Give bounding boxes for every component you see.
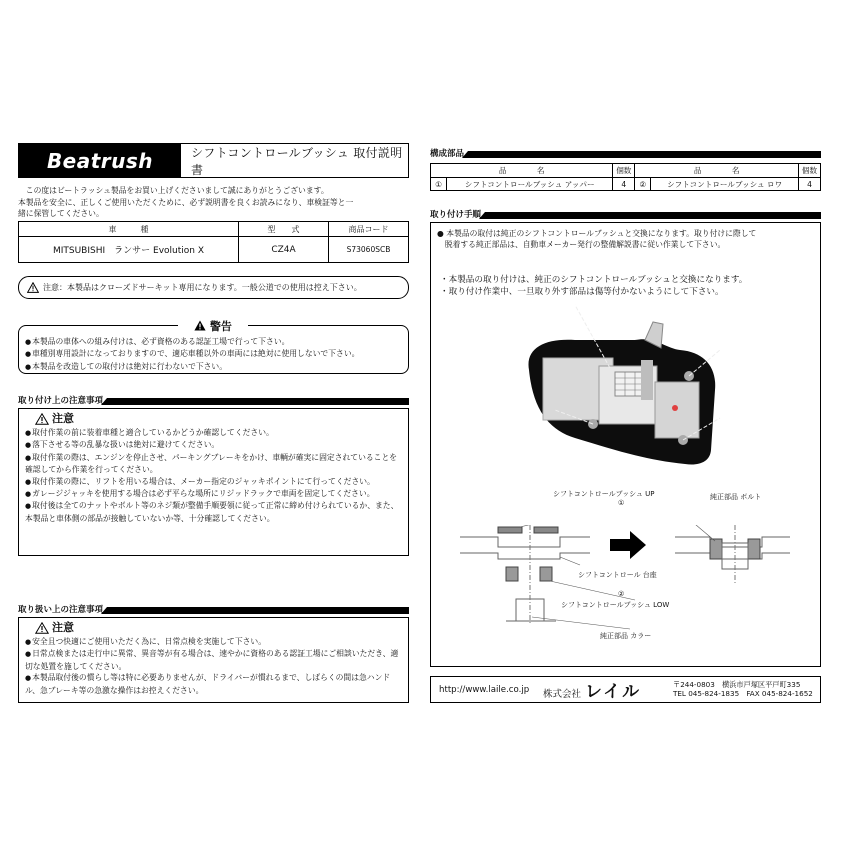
parts-header-name: 品 名 <box>431 164 613 178</box>
handling-caution-box <box>18 617 409 703</box>
vehicle-table <box>18 221 409 263</box>
procedure-note: ・取り付け作業中、一旦取り外す部品は傷等付かないようにして下さい。 <box>440 287 724 298</box>
parts-name: シフトコントロールブッシュ アッパー <box>447 178 613 191</box>
vehicle-header-code: 商品コード <box>329 222 409 237</box>
warning-triangle-icon <box>35 622 49 634</box>
section-label: 取り付け上の注意事項 <box>18 396 104 406</box>
caution-item: ● 取付作業の際に、リフトを用いる場合は、メーカー指定のジャッキポイントにて行ってください。 <box>25 476 402 488</box>
product-code: S73060SCB <box>329 237 409 263</box>
procedure-note: ・本製品の取り付けは、純正のシフトコントロールブッシュと交換になります。 <box>440 275 748 285</box>
caution-title: 注意 <box>52 412 74 426</box>
caution-item: ● ガレージジャッキを使用する場合は必ず平らな場所にリジッドラックで車両を固定してください。 <box>25 488 402 500</box>
bushing-diagram <box>460 525 790 635</box>
warning-triangle-icon <box>35 413 49 425</box>
section-label: 構成部品 <box>430 149 465 159</box>
label-upper-bushing: シフトコントロールブッシュ UP <box>553 490 655 498</box>
parts-header-qty: 個数 <box>799 164 821 178</box>
circuit-notice <box>18 276 409 299</box>
procedure-notes <box>440 274 820 299</box>
label-num-1: ① <box>618 499 625 507</box>
intro-line: 本製品を安全に、正しくご使用いただくために、必ず説明書を良くお読みになり、車検証等と一 <box>18 197 354 207</box>
installation-photo <box>515 300 725 470</box>
intro-text <box>18 185 409 220</box>
warning-item: ● 本製品の車体への組み付けは、必ず資格のある認証工場で行って下さい。 <box>25 336 402 348</box>
caution-item: ● 日常点検または走行中に異常、異音等が有る場合は、速やかに資格のある認証工場にご相談いただき、適切な処置を施してください。 <box>25 648 402 672</box>
section-bar <box>485 212 821 219</box>
vehicle-model: MITSUBISHI ランサー Evolution Ⅹ <box>19 237 239 263</box>
parts-name: シフトコントロールブッシュ ロワ <box>651 178 799 191</box>
label-collar: 純正部品 カラー <box>600 632 652 640</box>
caution-item: ● 落下させる等の乱暴な扱いは絶対に避けてください。 <box>25 439 402 451</box>
caution-item: ● 取付作業の際は、エンジンを停止させ、パーキングブレーキをかけ、車輌が確実に固定されていることを確認してから作業を行ってください。 <box>25 452 402 476</box>
section-handling-precautions <box>18 603 409 615</box>
page-title: シフトコントロールブッシュ 取付説明書 <box>191 145 403 177</box>
section-procedure <box>430 208 821 220</box>
company-prefix: 株式会社 <box>543 689 582 700</box>
caution-heading <box>35 622 402 634</box>
caution-item: ● 取付後は全てのナットやボルト等のネジ類が整備手順要領に従って正常に締め付けられているか、また、本製品と車体側の部品が接触していないか等、十分確認してください。 <box>25 500 402 524</box>
section-bar <box>107 398 409 405</box>
caution-item: ● 取付作業の前に装着車種と適合しているかどうか確認してください。 <box>25 427 402 439</box>
brand-logo: Beatrush <box>19 144 181 177</box>
parts-table <box>430 163 821 191</box>
caution-title: 注意 <box>52 621 74 635</box>
warning-title: 警告 <box>209 320 232 333</box>
website-link[interactable]: http://www.laile.co.jp <box>439 684 530 695</box>
phone-line: TEL 045-824-1835 FAX 045-824-1652 <box>673 688 813 698</box>
intro-line: 緒に保管してください。 <box>18 209 104 218</box>
company-name <box>543 677 673 702</box>
circuit-notice-text: 注意：本製品はクローズドサーキット専用になります。一般公道での使用は控え下さい。 <box>43 283 362 292</box>
warning-item: ● 車種別専用設計になっておりますので、適応車種以外の車両には絶対に使用しないで下さい。 <box>25 348 402 360</box>
warning-heading <box>178 318 248 334</box>
section-parts <box>430 147 821 159</box>
procedure-line: ● 本製品の取付は純正のシフトコントロールブッシュと交換になります。取り付けに際して <box>437 229 757 238</box>
vehicle-header-type: 型 式 <box>239 222 329 237</box>
label-lower-bushing: シフトコントロールブッシュ LOW <box>561 601 670 609</box>
parts-header-qty: 個数 <box>613 164 635 178</box>
caution-item: ● 安全且つ快適にご使用いただく為に、日常点検を実施して下さい。 <box>25 636 402 648</box>
intro-line: この度はビートラッシュ製品をお買い上げくださいまして誠にありがとうございます。 <box>18 186 329 195</box>
vehicle-header-model: 車 種 <box>19 222 239 237</box>
parts-qty: 4 <box>613 178 635 191</box>
label-bolt: 純正部品 ボルト <box>710 493 762 501</box>
warning-item: ● 本製品を改造しての取付けは絶対に行わないで下さい。 <box>25 361 402 373</box>
section-label: 取り付け手順 <box>430 210 482 220</box>
warning-filled-icon <box>194 320 206 331</box>
label-num-2: ② <box>618 590 625 598</box>
warning-triangle-icon <box>27 282 39 293</box>
address-line: 〒244-0803 横浜市戸塚区平戸町335 <box>673 680 801 689</box>
section-install-precautions <box>18 394 409 406</box>
company-logo-text: レイル <box>585 682 642 702</box>
caution-heading <box>35 413 402 425</box>
procedure-text <box>437 228 817 251</box>
parts-num: ① <box>431 178 447 191</box>
caution-item: ● 本製品取付後の慣らし等は特に必要ありませんが、ドライバーが慣れるまで、しばらくの間は急ハンドル、急ブレーキ等の急激な操作はお控えください。 <box>25 672 402 696</box>
section-label: 取り扱い上の注意事項 <box>18 605 104 615</box>
parts-num: ② <box>635 178 651 191</box>
section-bar <box>107 607 409 614</box>
parts-qty: 4 <box>799 178 821 191</box>
procedure-line: 脱着する純正部品は、自動車メーカー発行の整備解説書に従い作業して下さい。 <box>437 240 726 250</box>
footer <box>430 676 821 703</box>
install-caution-box <box>18 408 409 556</box>
company-address <box>673 681 820 698</box>
parts-header-name: 品 名 <box>635 164 799 178</box>
label-base: シフトコントロール 台座 <box>578 571 657 579</box>
vehicle-type: CZ4A <box>239 237 329 263</box>
title-box <box>18 143 409 178</box>
section-bar <box>468 151 821 158</box>
